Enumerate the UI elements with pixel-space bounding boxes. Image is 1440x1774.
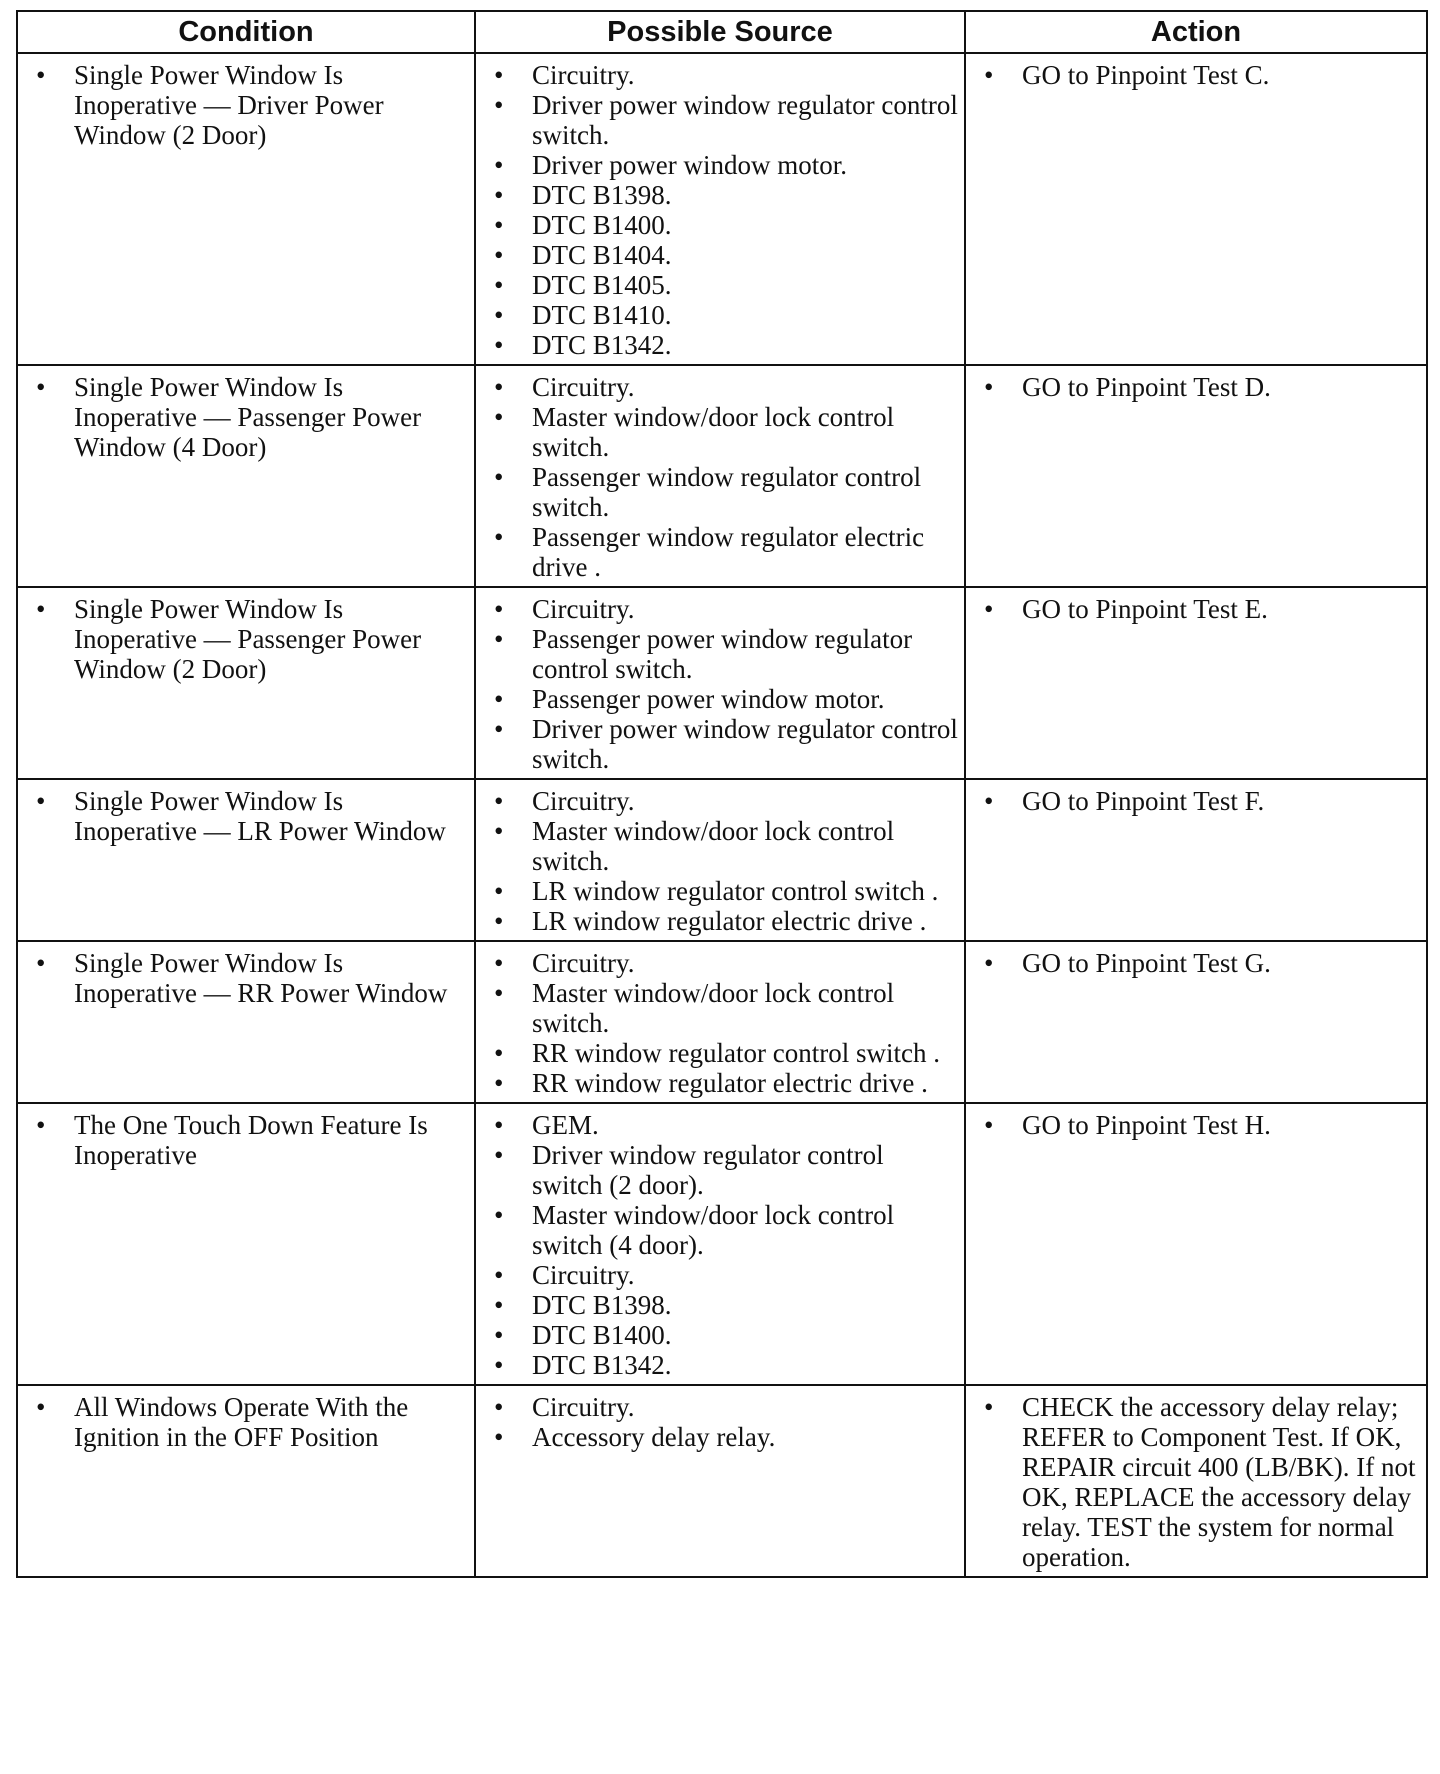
list-item: • Single Power Window Is Inoperative — Driver Power Window (2 Door) xyxy=(26,60,468,150)
list-item: • GEM. xyxy=(484,1110,958,1140)
action-cell xyxy=(965,1385,1427,1577)
list-item: • GO to Pinpoint Test G. xyxy=(974,948,1420,978)
list-item: • DTC B1400. xyxy=(484,1320,958,1350)
list-item: • DTC B1398. xyxy=(484,180,958,210)
possible-source-cell xyxy=(475,1385,965,1577)
list-item: • Driver window regulator control switch (2 door). xyxy=(484,1140,958,1200)
list-item: • Circuitry. xyxy=(484,1392,958,1422)
list-item: • Single Power Window Is Inoperative — Passenger Power Window (4 Door) xyxy=(26,372,468,462)
list-item: • DTC B1342. xyxy=(484,1350,958,1380)
table-row xyxy=(17,941,1427,1103)
action-cell xyxy=(965,587,1427,779)
list-item: • DTC B1398. xyxy=(484,1290,958,1320)
action-cell-list xyxy=(974,948,1420,978)
list-item: • Passenger power window motor. xyxy=(484,684,958,714)
diagnostic-table xyxy=(16,10,1428,1578)
condition-cell xyxy=(17,587,475,779)
list-item: • Circuitry. xyxy=(484,372,958,402)
list-item: • Driver power window motor. xyxy=(484,150,958,180)
list-item: • GO to Pinpoint Test E. xyxy=(974,594,1420,624)
possible-source-cell xyxy=(475,779,965,941)
condition-cell-list xyxy=(26,1110,468,1170)
list-item: • Passenger window regulator electric drive . xyxy=(484,522,958,582)
list-item: • All Windows Operate With the Ignition in the OFF Position xyxy=(26,1392,468,1452)
list-item: • Single Power Window Is Inoperative — RR Power Window xyxy=(26,948,468,1008)
condition-cell-list xyxy=(26,786,468,846)
list-item: • RR window regulator control switch . xyxy=(484,1038,958,1068)
condition-cell-list xyxy=(26,594,468,684)
list-item: • The One Touch Down Feature Is Inoperative xyxy=(26,1110,468,1170)
list-item: • DTC B1342. xyxy=(484,330,958,360)
list-item: • Accessory delay relay. xyxy=(484,1422,958,1452)
possible-source-cell xyxy=(475,1103,965,1385)
condition-cell-list xyxy=(26,948,468,1008)
table-header xyxy=(17,11,1427,53)
action-cell xyxy=(965,53,1427,365)
list-item: • GO to Pinpoint Test H. xyxy=(974,1110,1420,1140)
list-item: • Circuitry. xyxy=(484,786,958,816)
header-possible-source: Possible Source xyxy=(475,11,965,53)
table-row xyxy=(17,53,1427,365)
list-item: • Master window/door lock control switch. xyxy=(484,816,958,876)
table-body xyxy=(17,53,1427,1577)
table-row xyxy=(17,365,1427,587)
condition-cell xyxy=(17,365,475,587)
list-item: • CHECK the accessory delay relay; REFER to Component Test. If OK, REPAIR circuit 400 (LB/BK). If not OK, REPLACE the accessory delay relay. TEST the system for normal operation. xyxy=(974,1392,1420,1572)
list-item: • DTC B1404. xyxy=(484,240,958,270)
action-cell-list xyxy=(974,60,1420,90)
list-item: • DTC B1405. xyxy=(484,270,958,300)
list-item: • Single Power Window Is Inoperative — Passenger Power Window (2 Door) xyxy=(26,594,468,684)
list-item: • Driver power window regulator control switch. xyxy=(484,714,958,774)
possible-source-cell-list xyxy=(484,1392,958,1452)
action-cell xyxy=(965,941,1427,1103)
list-item: • Circuitry. xyxy=(484,948,958,978)
condition-cell xyxy=(17,779,475,941)
action-cell xyxy=(965,779,1427,941)
possible-source-cell-list xyxy=(484,1110,958,1380)
list-item: • Master window/door lock control switch (4 door). xyxy=(484,1200,958,1260)
list-item: • Passenger power window regulator control switch. xyxy=(484,624,958,684)
action-cell-list xyxy=(974,594,1420,624)
list-item: • LR window regulator control switch . xyxy=(484,876,958,906)
possible-source-cell-list xyxy=(484,786,958,936)
condition-cell-list xyxy=(26,60,468,150)
list-item: • Circuitry. xyxy=(484,60,958,90)
list-item: • GO to Pinpoint Test D. xyxy=(974,372,1420,402)
list-item: • LR window regulator electric drive . xyxy=(484,906,958,936)
table-row xyxy=(17,1103,1427,1385)
list-item: • Circuitry. xyxy=(484,1260,958,1290)
possible-source-cell xyxy=(475,587,965,779)
list-item: • Driver power window regulator control switch. xyxy=(484,90,958,150)
condition-cell xyxy=(17,53,475,365)
list-item: • Master window/door lock control switch. xyxy=(484,978,958,1038)
list-item: • Circuitry. xyxy=(484,594,958,624)
possible-source-cell-list xyxy=(484,594,958,774)
possible-source-cell xyxy=(475,941,965,1103)
possible-source-cell-list xyxy=(484,372,958,582)
condition-cell-list xyxy=(26,1392,468,1452)
list-item: • Single Power Window Is Inoperative — LR Power Window xyxy=(26,786,468,846)
list-item: • RR window regulator electric drive . xyxy=(484,1068,958,1098)
action-cell-list xyxy=(974,1392,1420,1572)
list-item: • Master window/door lock control switch. xyxy=(484,402,958,462)
possible-source-cell xyxy=(475,53,965,365)
action-cell xyxy=(965,1103,1427,1385)
condition-cell-list xyxy=(26,372,468,462)
list-item: • DTC B1400. xyxy=(484,210,958,240)
action-cell-list xyxy=(974,786,1420,816)
table-row xyxy=(17,779,1427,941)
list-item: • GO to Pinpoint Test C. xyxy=(974,60,1420,90)
possible-source-cell-list xyxy=(484,948,958,1098)
possible-source-cell-list xyxy=(484,60,958,360)
action-cell-list xyxy=(974,1110,1420,1140)
condition-cell xyxy=(17,941,475,1103)
header-condition: Condition xyxy=(17,11,475,53)
table-row xyxy=(17,1385,1427,1577)
header-row xyxy=(17,11,1427,53)
action-cell-list xyxy=(974,372,1420,402)
header-action: Action xyxy=(965,11,1427,53)
list-item: • DTC B1410. xyxy=(484,300,958,330)
list-item: • Passenger window regulator control switch. xyxy=(484,462,958,522)
list-item: • GO to Pinpoint Test F. xyxy=(974,786,1420,816)
possible-source-cell xyxy=(475,365,965,587)
condition-cell xyxy=(17,1385,475,1577)
action-cell xyxy=(965,365,1427,587)
condition-cell xyxy=(17,1103,475,1385)
table-row xyxy=(17,587,1427,779)
